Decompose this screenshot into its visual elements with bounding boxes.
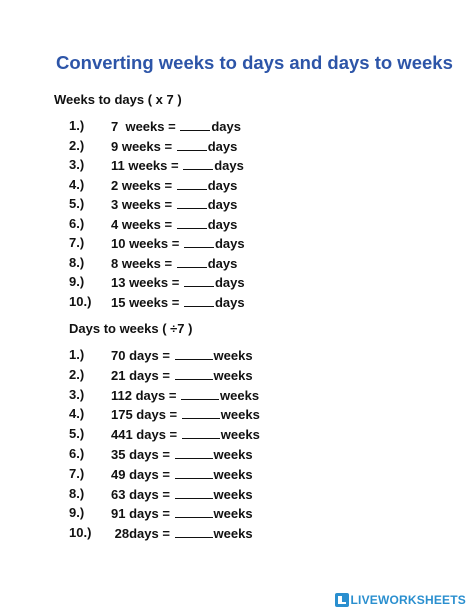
answer-blank[interactable] xyxy=(177,196,207,209)
problem-expression-text: 3 weeks = xyxy=(111,197,173,212)
answer-blank[interactable] xyxy=(175,525,213,538)
problem-expression-text: 28days = xyxy=(111,526,170,542)
worksheet-title: Converting weeks to days and days to weeks xyxy=(56,52,453,73)
problem-number: 8.) xyxy=(69,254,85,270)
problem-expression xyxy=(111,196,237,212)
problem-expression xyxy=(111,157,244,173)
unit-label: days xyxy=(207,255,238,271)
problem-row xyxy=(0,466,474,484)
unit-label: weeks xyxy=(220,407,260,423)
liveworksheets-logo-icon xyxy=(335,593,349,607)
problem-number: 3.) xyxy=(69,157,85,172)
unit-label: weeks xyxy=(213,447,253,462)
answer-blank[interactable] xyxy=(175,466,213,479)
liveworksheets-logo-text: LIVEWORKSHEETS xyxy=(350,593,466,607)
unit-label: weeks xyxy=(213,506,253,522)
problem-number: 1.) xyxy=(69,347,85,362)
problem-row xyxy=(0,446,474,464)
answer-blank[interactable] xyxy=(175,347,213,360)
answer-blank[interactable] xyxy=(180,118,210,131)
problem-number: 10.) xyxy=(69,293,92,309)
problem-number: 6.) xyxy=(69,215,85,231)
answer-blank[interactable] xyxy=(175,486,213,499)
problem-expression-text: 35 days = xyxy=(111,447,170,462)
unit-label: days xyxy=(214,294,245,310)
problem-number: 10.) xyxy=(69,525,92,541)
answer-blank[interactable] xyxy=(177,138,207,151)
unit-label: weeks xyxy=(213,486,253,502)
answer-blank[interactable] xyxy=(184,274,214,287)
unit-label: days xyxy=(207,197,238,212)
unit-label: days xyxy=(214,158,244,173)
problem-expression-text: 112 days = xyxy=(111,387,177,403)
problem-row xyxy=(0,347,474,365)
problem-row xyxy=(0,367,474,385)
unit-label: days xyxy=(207,216,238,232)
answer-blank[interactable] xyxy=(182,426,220,439)
problem-expression xyxy=(111,486,253,502)
problem-number: 9.) xyxy=(69,274,85,289)
answer-blank[interactable] xyxy=(183,157,213,170)
problem-expression xyxy=(111,406,260,422)
problem-row xyxy=(0,255,474,273)
problem-row xyxy=(0,118,474,136)
problem-expression-text: 11 weeks = xyxy=(111,158,179,173)
answer-blank[interactable] xyxy=(175,446,213,459)
problem-row xyxy=(0,525,474,543)
answer-blank[interactable] xyxy=(181,387,219,400)
problem-row xyxy=(0,157,474,175)
problem-number: 1.) xyxy=(69,118,85,133)
problem-expression xyxy=(111,118,241,134)
unit-label: days xyxy=(211,119,241,134)
problem-expression-text: 63 days = xyxy=(111,486,170,502)
unit-label: weeks xyxy=(213,466,253,482)
problem-expression xyxy=(111,235,245,251)
problem-row xyxy=(0,505,474,523)
unit-label: weeks xyxy=(213,367,253,383)
problem-number: 5.) xyxy=(69,426,85,442)
problem-row xyxy=(0,177,474,195)
problem-number: 2.) xyxy=(69,137,85,153)
problem-expression-text: 441 days = xyxy=(111,427,178,443)
answer-blank[interactable] xyxy=(175,505,213,518)
problem-number: 6.) xyxy=(69,446,85,461)
problem-expression xyxy=(111,347,253,363)
problem-number: 4.) xyxy=(69,176,85,192)
problem-row xyxy=(0,486,474,504)
unit-label: weeks xyxy=(213,526,253,542)
liveworksheets-footer xyxy=(335,592,466,608)
problem-expression-text: 4 weeks = xyxy=(111,216,173,232)
problem-expression-text: 9 weeks = xyxy=(111,138,173,154)
problem-expression-text: 15 weeks = xyxy=(111,294,180,310)
problem-row xyxy=(0,294,474,312)
answer-blank[interactable] xyxy=(184,235,214,248)
problem-row xyxy=(0,216,474,234)
answer-blank[interactable] xyxy=(177,216,207,229)
problem-expression xyxy=(111,505,253,521)
answer-blank[interactable] xyxy=(182,406,220,419)
problem-row xyxy=(0,138,474,156)
problem-expression-text: 7 weeks = xyxy=(111,119,176,134)
problem-expression-text: 10 weeks = xyxy=(111,236,180,251)
unit-label: days xyxy=(214,275,245,290)
answer-blank[interactable] xyxy=(175,367,213,380)
problem-expression xyxy=(111,294,245,310)
unit-label: days xyxy=(214,236,245,251)
problem-number: 2.) xyxy=(69,366,85,382)
problem-expression-text: 49 days = xyxy=(111,466,170,482)
answer-blank[interactable] xyxy=(184,294,214,307)
unit-label: days xyxy=(207,177,238,193)
problem-expression xyxy=(111,138,237,154)
problem-expression-text: 2 weeks = xyxy=(111,177,173,193)
problem-number: 9.) xyxy=(69,505,85,521)
problem-row xyxy=(0,196,474,214)
unit-label: weeks xyxy=(213,348,253,363)
problem-number: 7.) xyxy=(69,235,85,250)
problem-row xyxy=(0,387,474,405)
problem-expression-text: 175 days = xyxy=(111,407,178,423)
problem-expression-text: 13 weeks = xyxy=(111,275,180,290)
problem-number: 3.) xyxy=(69,386,85,402)
problem-expression-text: 8 weeks = xyxy=(111,255,173,271)
problem-row xyxy=(0,426,474,444)
unit-label: weeks xyxy=(220,387,260,403)
problem-expression-text: 21 days = xyxy=(111,367,170,383)
section-heading-weeks-to-days: Weeks to days ( x 7 ) xyxy=(54,92,182,107)
problem-expression xyxy=(111,466,253,482)
problem-number: 5.) xyxy=(69,196,85,211)
problem-row xyxy=(0,235,474,253)
problem-expression xyxy=(111,525,253,541)
problem-expression xyxy=(111,426,260,442)
problem-number: 7.) xyxy=(69,465,85,481)
problem-expression xyxy=(111,255,237,271)
problem-expression xyxy=(111,367,253,383)
section-heading-days-to-weeks: Days to weeks ( ÷7 ) xyxy=(69,321,193,336)
answer-blank[interactable] xyxy=(177,177,207,190)
problem-expression xyxy=(111,216,237,232)
problem-expression xyxy=(111,387,259,403)
problem-row xyxy=(0,406,474,424)
problem-expression xyxy=(111,274,245,290)
problem-expression-text: 91 days = xyxy=(111,506,170,522)
problem-expression xyxy=(111,446,253,462)
problem-number: 8.) xyxy=(69,485,85,501)
problem-expression xyxy=(111,177,237,193)
unit-label: days xyxy=(207,138,238,154)
answer-blank[interactable] xyxy=(177,255,207,268)
problem-number: 4.) xyxy=(69,406,85,422)
problem-row xyxy=(0,274,474,292)
problem-expression-text: 70 days = xyxy=(111,348,170,363)
unit-label: weeks xyxy=(220,427,260,443)
